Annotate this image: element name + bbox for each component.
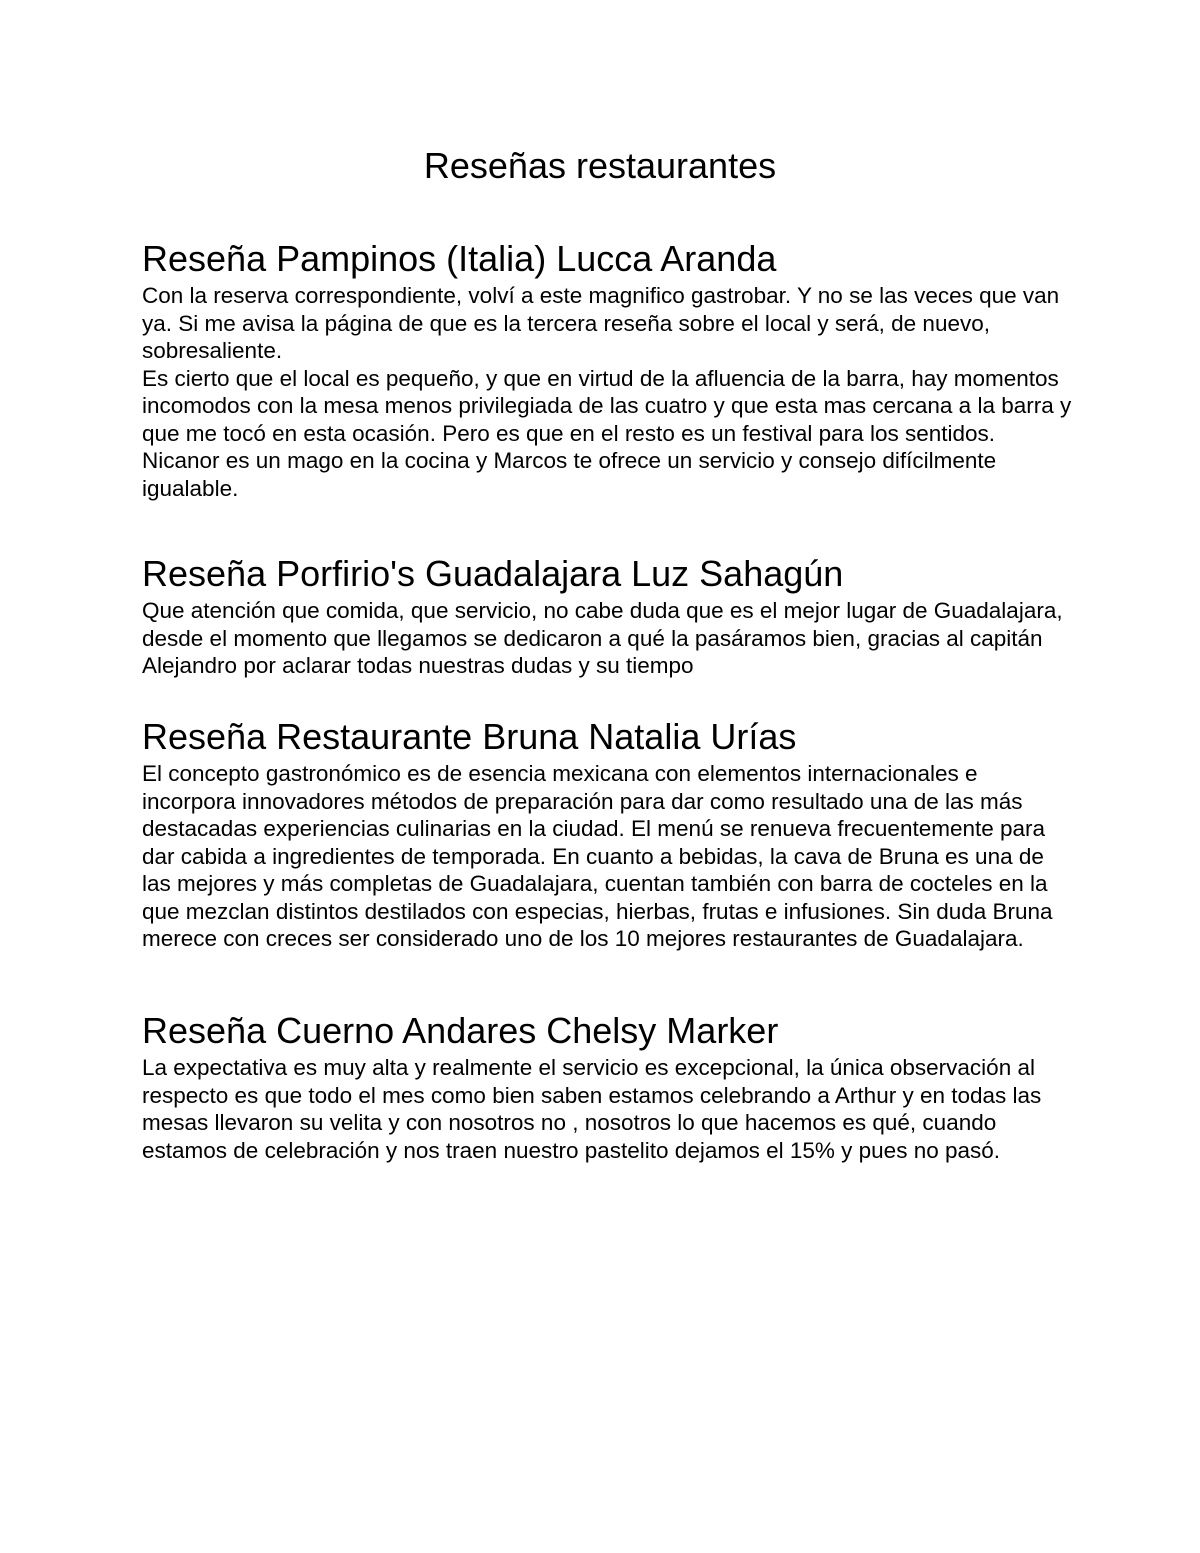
review-heading: Reseña Restaurante Bruna Natalia Urías	[142, 716, 797, 757]
review-cuerno-andares	[142, 1008, 1072, 1164]
review-paragraph: La expectativa es muy alta y realmente el servicio es excepcional, la única observación al respecto es que todo el mes como bien saben estamos celebrando a Arthur y en todas las mesas llevaron su velita y con nosotros no , nosotros lo que hacemos es qué, cuando estamos de celebración y nos traen nuestro pastelito dejamos el 15% y pues no pasó.	[142, 1055, 1042, 1163]
review-bruna	[142, 714, 1072, 953]
review-paragraph: El concepto gastronómico es de esencia mexicana con elementos internacionales e incorpora innovadores métodos de preparación para dar como resultado una de las más destacadas experiencias culinarias en la ciudad. El menú se renueva frecuentemente para dar cabida a ingredientes de temporada. En cuanto a bebidas, la cava de Bruna es una de las mejores y más completas de Guadalajara, cuentan también con barra de cocteles en la que mezclan distintos destilados con especias, hierbas, frutas e infusiones. Sin duda Bruna merece con creces ser considerado uno de los 10 mejores restaurantes de Guadalajara.	[142, 761, 1053, 951]
document-title: Reseñas restaurantes	[423, 145, 777, 186]
review-heading: Reseña Pampinos (Italia) Lucca Aranda	[142, 238, 777, 279]
review-paragraph: Que atención que comida, que servicio, no cabe duda que es el mejor lugar de Guadalajara, desde el momento que llegamos se dedicaron a qué la pasáramos bien, gracias al capitán Alejandro por aclarar todas nuestras dudas y su tiempo	[142, 598, 1063, 678]
review-paragraph: Con la reserva correspondiente, volví a este magnifico gastrobar. Y no se las veces que van ya. Si me avisa la página de que es la tercera reseña sobre el local y será, de nuevo, sobresaliente.	[142, 283, 1060, 363]
review-heading: Reseña Cuerno Andares Chelsy Marker	[142, 1010, 779, 1051]
review-porfirios	[142, 551, 1072, 680]
review-pampinos	[142, 236, 1072, 502]
review-heading: Reseña Porfirio's Guadalajara Luz Sahagún	[142, 553, 844, 594]
review-paragraph: Es cierto que el local es pequeño, y que en virtud de la afluencia de la barra, hay momentos incomodos con la mesa menos privilegiada de las cuatro y que esta mas cercana a la barra y que me tocó en esta ocasión. Pero es que en el resto es un festival para los sentidos. Nicanor es un mago en la cocina y Marcos te ofrece un servicio y consejo difícilmente igualable.	[142, 365, 1072, 501]
